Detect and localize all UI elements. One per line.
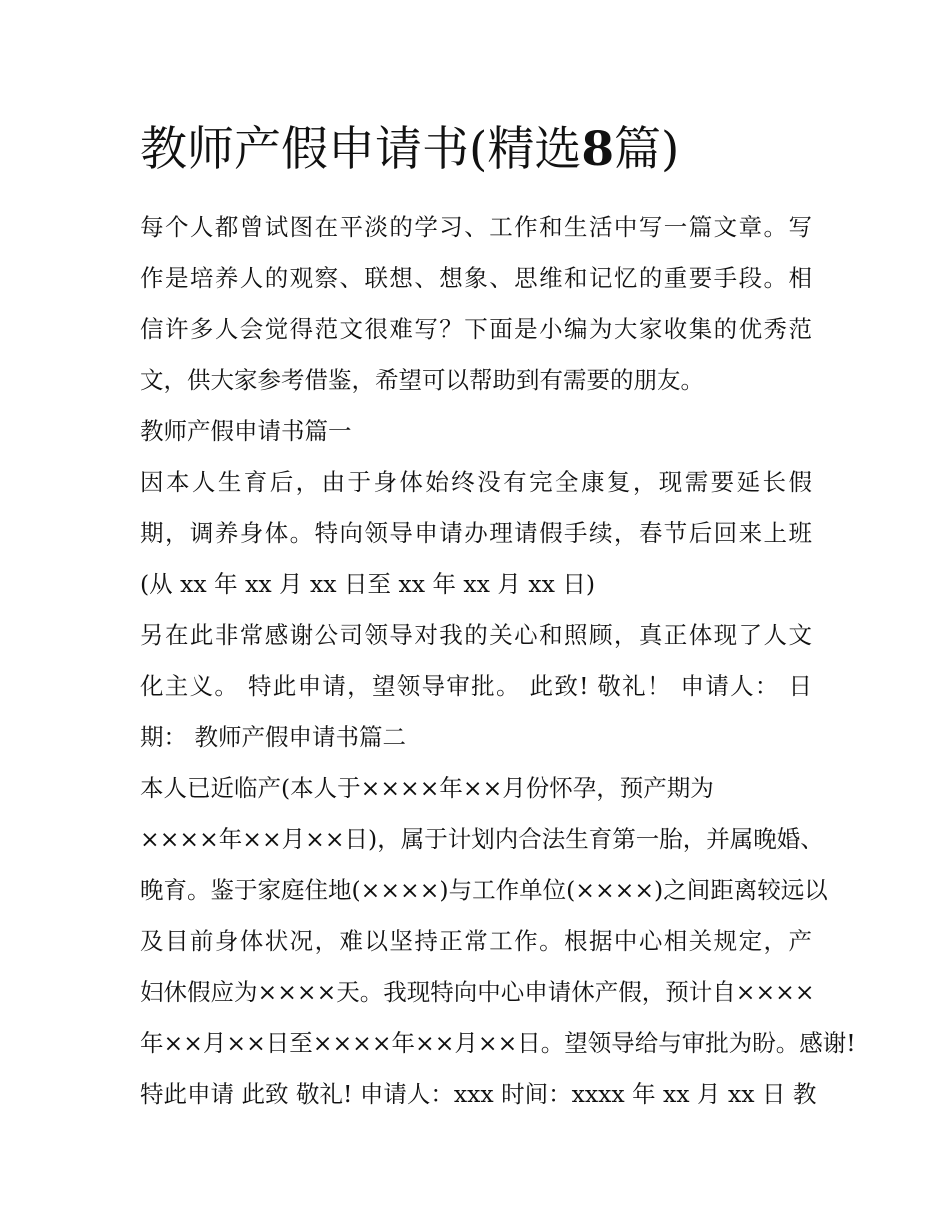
section2-line: 本人已近临产(本人于××××年××月份怀孕，预产期为: [140, 774, 714, 802]
section1-line: 期，调养身体。特向领导申请办理请假手续，春节后回来上班: [140, 519, 812, 547]
section2-line: 及目前身体状况，难以坚持正常工作。根据中心相关规定，产: [140, 927, 812, 955]
section1-line: (从 xx 年 xx 月 xx 日至 xx 年 xx 月 xx 日): [140, 570, 596, 598]
intro-paragraph: [140, 202, 812, 406]
title-number: 8: [581, 122, 615, 177]
document-page: [140, 112, 856, 1120]
section1-line: 因本人生育后，由于身体始终没有完全康复，现需要延长假: [140, 468, 812, 496]
document-body: [140, 202, 856, 1120]
section2-line: ××××年××月××日)，属于计划内合法生育第一胎，并属晚婚、: [140, 825, 824, 853]
intro-line: 每个人都曾试图在平淡的学习、工作和生活中写一篇文章。写: [140, 213, 812, 241]
section1b-line: 化主义。 特此申请，望领导审批。 此致! 敬礼！ 申请人： 日: [140, 672, 812, 700]
section1b-line: 期： 教师产假申请书篇二: [140, 723, 406, 751]
intro-line: 信许多人会觉得范文很难写？下面是小编为大家收集的优秀范: [140, 315, 812, 343]
title-prefix: 教师产假申请书(精选: [140, 122, 582, 177]
intro-line: 作是培养人的观察、联想、想象、思维和记忆的重要手段。相: [140, 264, 812, 292]
section1b-line: 另在此非常感谢公司领导对我的关心和照顾，真正体现了人文: [140, 621, 812, 649]
section2-line: 妇休假应为××××天。我现特向中心申请休产假，预计自××××: [140, 978, 815, 1006]
section-heading-text: 教师产假申请书篇一: [140, 417, 352, 445]
title-suffix: 篇): [614, 122, 680, 177]
intro-line: 文，供大家参考借鉴，希望可以帮助到有需要的朋友。: [140, 366, 704, 394]
section1-heading: [140, 406, 812, 457]
section2-line: 年××月××日至××××年××月××日。望领导给与审批为盼。感谢!: [140, 1029, 856, 1057]
section2-line: 晚育。鉴于家庭住地(××××)与工作单位(××××)之间距离较远以: [140, 876, 828, 904]
document-title: [140, 112, 812, 188]
section2-paragraph: [140, 763, 856, 1120]
section1-paragraph: [140, 457, 812, 610]
section2-line: 特此申请 此致 敬礼! 申请人：xxx 时间：xxxx 年 xx 月 xx 日 教: [140, 1080, 817, 1108]
section1b-paragraph: [140, 610, 812, 763]
